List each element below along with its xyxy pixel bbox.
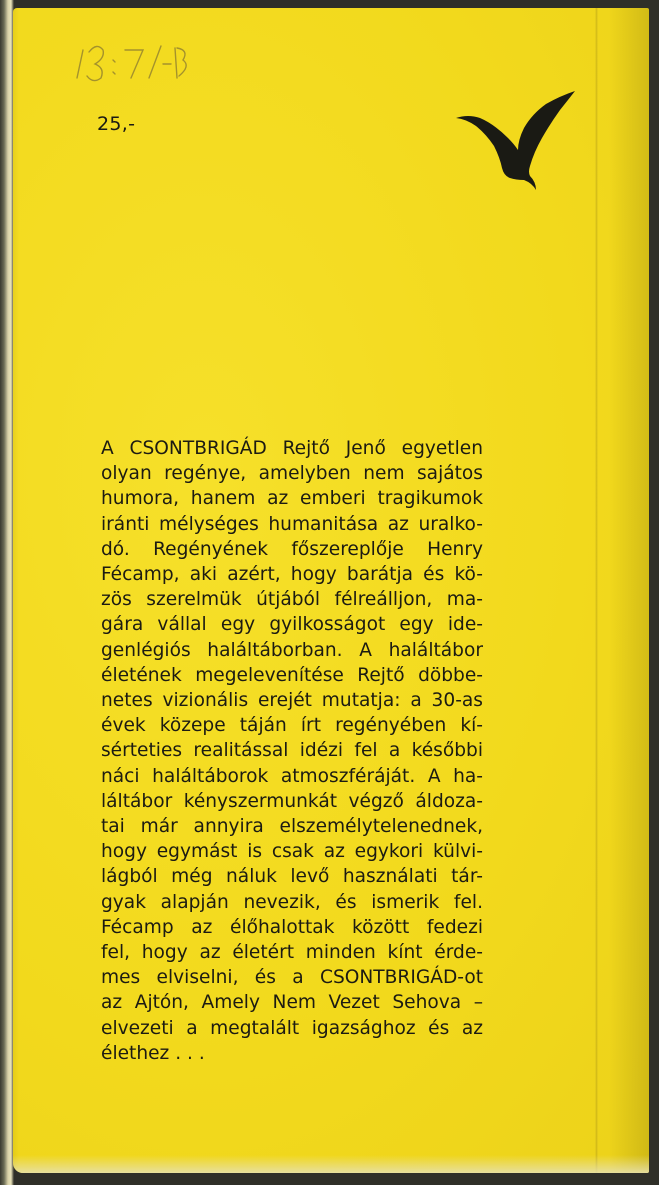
- blurb-line: tai már annyira elszemélytelenednek,: [101, 816, 483, 838]
- blurb-line: élethez . . .: [101, 1042, 205, 1064]
- blurb-line: Fécamp az élőhalottak között fedezi: [101, 916, 483, 938]
- blurb-line: humora, hanem az emberi tragikumok: [101, 488, 483, 510]
- blurb-line: dó. Regényének főszereplője Henry: [101, 538, 483, 560]
- blurb-line: lágból még náluk levő használati tár-: [101, 866, 483, 888]
- blurb-line: sérteties realitással idézi fel a későbbi: [101, 740, 483, 762]
- bird-logo-icon: [450, 88, 580, 193]
- bottom-edge-wear: [13, 1143, 649, 1173]
- handwritten-pencil-note: [71, 38, 201, 88]
- blurb-line: fel, hogy az életért minden kínt érde-: [101, 942, 483, 964]
- blurb-line: láltábor kényszermunkát végző áldoza-: [101, 790, 483, 812]
- blurb-line: olyan regénye, amelyben nem sajátos: [101, 463, 483, 485]
- back-cover: [13, 8, 649, 1173]
- spine-crease: [595, 8, 598, 1173]
- blurb-line: netes vizionális erejét mutatja: a 30-as: [101, 690, 483, 712]
- blurb-line: az Ajtón, Amely Nem Vezet Sehova –: [101, 992, 483, 1014]
- blurb-line: A CSONTBRIGÁD Rejtő Jenő egyetlen: [101, 438, 483, 459]
- price-label: 25,-: [97, 113, 136, 135]
- blurb-line: gyak alapján nevezik, és ismerik fel.: [101, 891, 483, 913]
- blurb-line: zös szerelmük útjából félreálljon, ma-: [101, 589, 483, 611]
- blurb-line: iránti mélységes humanitása az uralko-: [101, 513, 483, 535]
- blurb-line: mes elviselni, és a CSONTBRIGÁD-ot: [101, 967, 483, 989]
- blurb-text: [101, 436, 483, 1066]
- blurb-line: életének megelevenítése Rejtő döbbe-: [101, 664, 483, 686]
- blurb-line: Fécamp, aki azért, hogy barátja és kö-: [101, 564, 483, 586]
- blurb-line: évek közepe táján írt regényében kí-: [101, 715, 483, 737]
- blurb-line: náci haláltáborok atmoszféráját. A ha-: [101, 765, 483, 787]
- blurb-line: elvezeti a megtalált igazsághoz és az: [101, 1017, 483, 1039]
- blurb-line: gára vállal egy gyilkosságot egy ide-: [101, 614, 483, 636]
- blurb-line: genlégiós haláltáborban. A haláltábor: [101, 639, 483, 661]
- blurb-line: hogy egymást is csak az egykori külvi-: [101, 841, 483, 863]
